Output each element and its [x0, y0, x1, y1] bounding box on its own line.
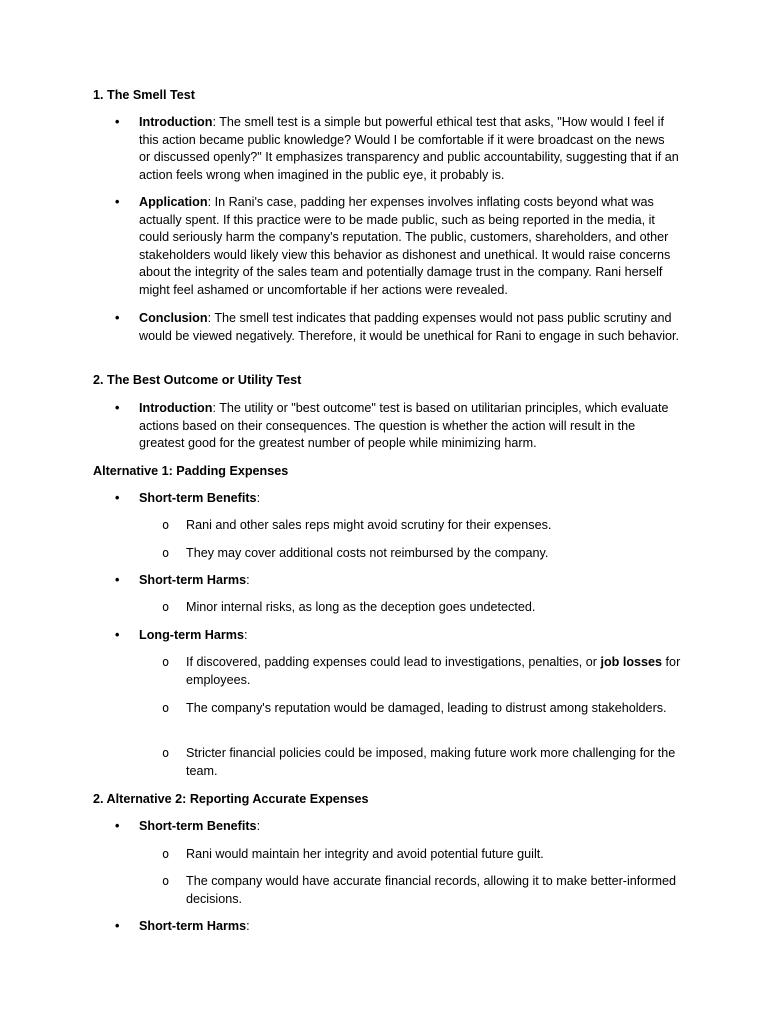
- sub-list-item: o Rani would maintain her integrity and avoid potential future guilt.: [186, 846, 681, 864]
- list-item-short-term-harms: • Short-term Harms:: [139, 918, 679, 936]
- list-item-long-term-harms: • Long-term Harms:: [139, 627, 679, 645]
- item-label: Short-term Benefits: [139, 819, 257, 833]
- item-label: Conclusion: [139, 311, 208, 325]
- list-item-application: [139, 194, 679, 300]
- section-heading-alternative-1: Alternative 1: Padding Expenses: [93, 464, 289, 478]
- item-label: Short-term Harms: [139, 919, 247, 933]
- item-text: : The utility or "best outcome" test is based on utilitarian principles, which evaluate actions based on their consequences. The question is whether the action will result in the greatest good for the greatest number of people while minimizing harm.: [139, 401, 669, 451]
- sub-list-item: o Minor internal risks, as long as the deception goes undetected.: [186, 599, 681, 617]
- list-item-introduction: [139, 400, 679, 453]
- item-label: Long-term Harms: [139, 628, 244, 642]
- item-label: Introduction: [139, 401, 213, 415]
- item-text: : The smell test indicates that padding expenses would not pass public scrutiny and would be viewed negatively. Therefore, it would be unethical for Rani to engage in such behavior.: [139, 311, 680, 343]
- item-label: Introduction: [139, 115, 213, 129]
- sub-list-item: o They may cover additional costs not reimbursed by the company.: [186, 545, 681, 563]
- list-item-introduction: [139, 114, 679, 184]
- sub-list-item: o The company would have accurate financial records, allowing it to make better-informed decisions.: [186, 873, 681, 908]
- list-item-conclusion: [139, 310, 679, 345]
- list-item-short-term-harms: • Short-term Harms:: [139, 572, 679, 590]
- item-label: Application: [139, 195, 208, 209]
- sub-list-item: o The company's reputation would be damaged, leading to distrust among stakeholders.: [186, 700, 681, 718]
- section-heading-smell-test: 1. The Smell Test: [93, 88, 195, 102]
- item-text: : In Rani's case, padding her expenses involves inflating costs beyond what was actually spent. If this practice were to be made public, such as being reported in the media, it could seriously harm the company's reputation. The public, customers, shareholders, and other stakeholders would likely view this behavior as dishonest and unethical. It would raise concerns about the integrity of the sales team and potentially damage trust in the company. Rani herself might feel ashamed or uncomfortable if her actions were revealed.: [139, 195, 671, 297]
- item-label: Short-term Benefits: [139, 491, 257, 505]
- item-text: : The smell test is a simple but powerful ethical test that asks, "How would I feel if this action became public knowledge? Would I be comfortable if it were broadcast on the news or discussed openly?" It emphasizes transparency and public accountability, suggesting that if an action feels wrong when imagined in the public eye, it probably is.: [139, 115, 679, 182]
- list-item-short-term-benefits: • Short-term Benefits:: [139, 490, 679, 508]
- section-heading-utility-test: 2. The Best Outcome or Utility Test: [93, 373, 302, 387]
- list-item-short-term-benefits: • Short-term Benefits:: [139, 818, 679, 836]
- item-label: Short-term Harms: [139, 573, 247, 587]
- section-heading-alternative-2: 2. Alternative 2: Reporting Accurate Expenses: [93, 792, 369, 806]
- sub-list-item: o If discovered, padding expenses could lead to investigations, penalties, or job losses for employees.: [186, 654, 681, 689]
- sub-list-item: o Rani and other sales reps might avoid scrutiny for their expenses.: [186, 517, 681, 535]
- sub-list-item: o Stricter financial policies could be imposed, making future work more challenging for the team.: [186, 745, 681, 780]
